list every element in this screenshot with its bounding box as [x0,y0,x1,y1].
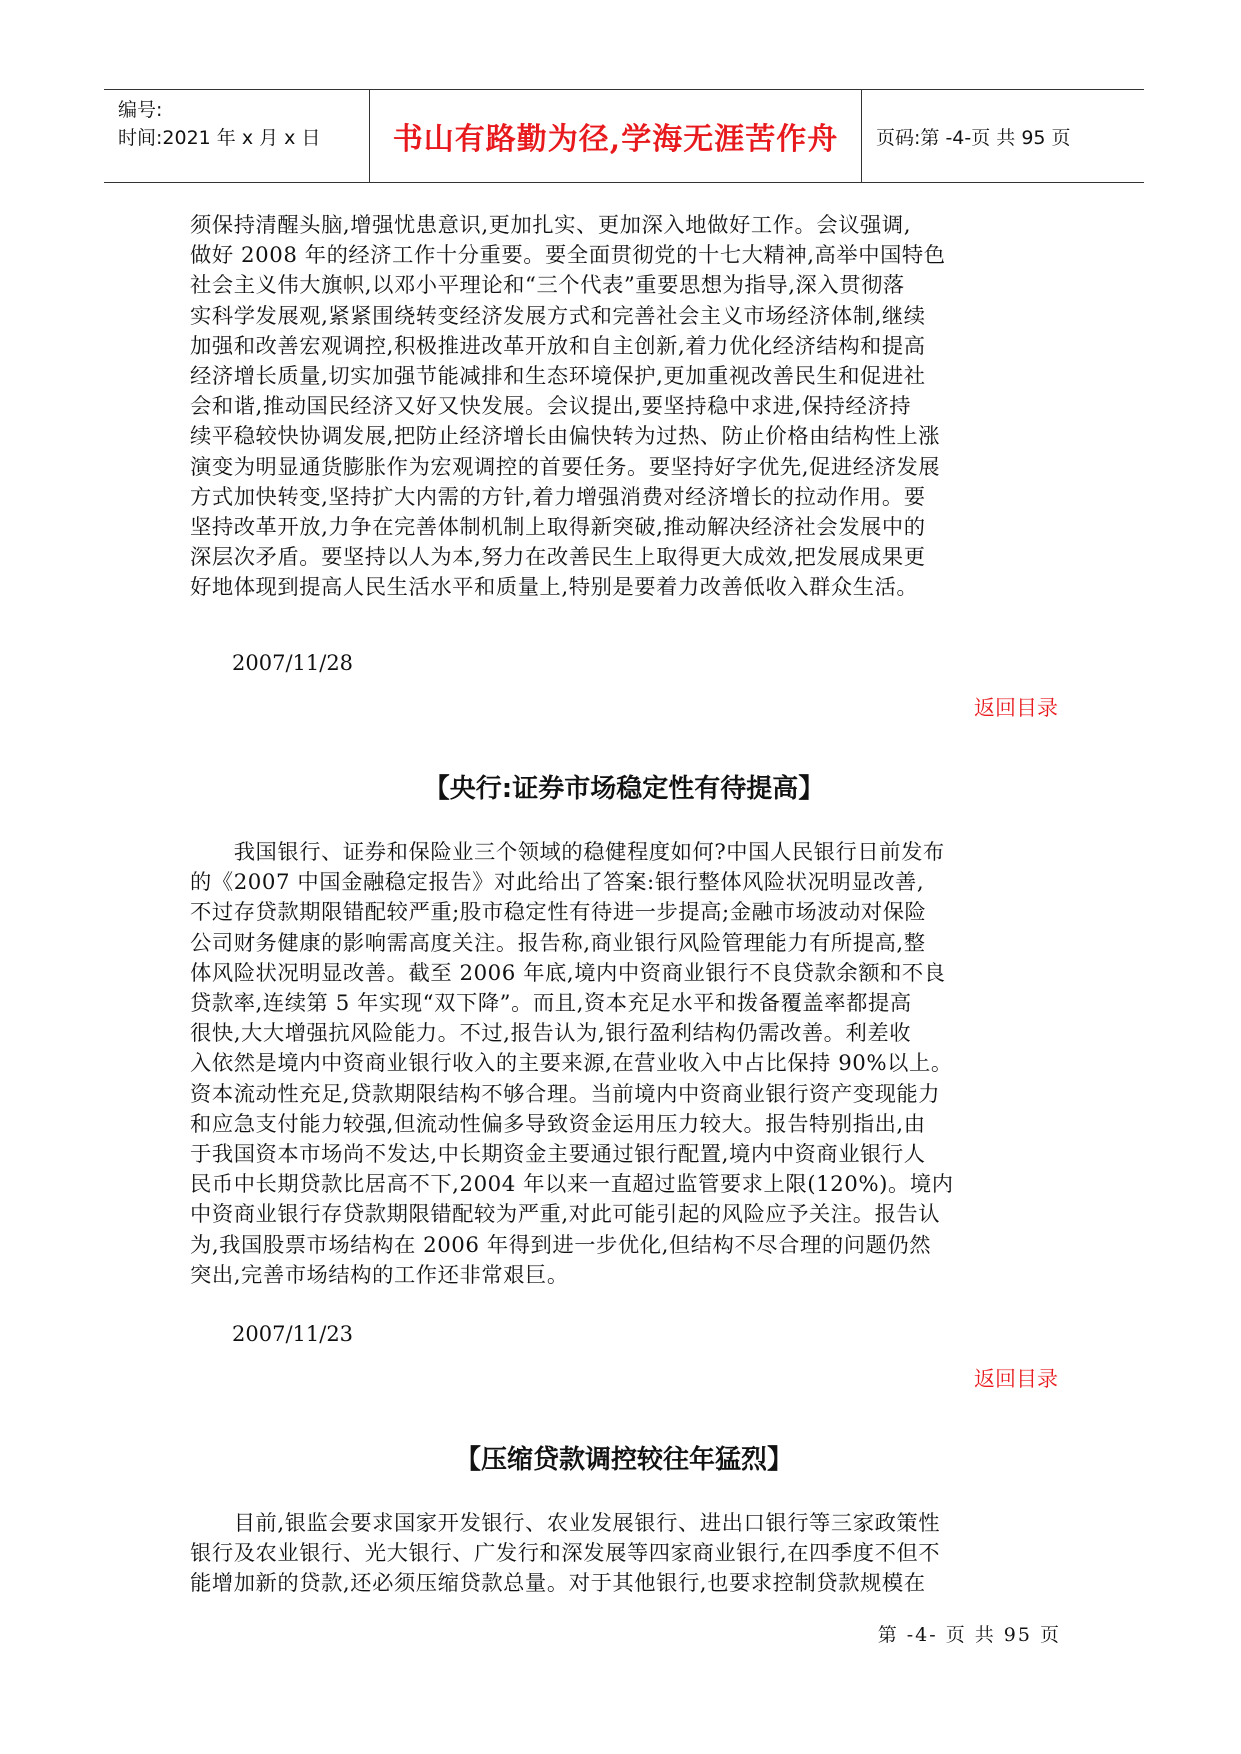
section1-back-to-index-link[interactable]: 返回目录 [974,696,1058,720]
section2-date: 2007/11/23 [232,1322,354,1346]
document-number-label: 编号: [118,99,163,121]
paragraph-line: 不过存贷款期限错配较严重;股市稳定性有待进一步提高;金融市场波动对保险 [190,900,927,926]
paragraph-line: 社会主义伟大旗帜,以邓小平理论和“三个代表”重要思想为指导,深入贯彻落 [190,273,905,299]
paragraph-line: 坚持改革开放,力争在完善体制机制上取得新突破,推动解决经济社会发展中的 [190,515,926,541]
paragraph-line: 和应急支付能力较强,但流动性偏多导致资金运用压力较大。报告特别指出,由 [190,1111,926,1137]
paragraph-line: 深层次矛盾。要坚持以人为本,努力在改善民生上取得更大成效,把发展成果更 [190,545,926,571]
paragraph-line: 中资商业银行存贷款期限错配较为严重,对此可能引起的风险应予关注。报告认 [190,1202,941,1228]
paragraph-line: 贷款率,连续第 5 年实现“双下降”。而且,资本充足水平和拨备覆盖率都提高 [190,991,912,1017]
paragraph-line: 续平稳较快协调发展,把防止经济增长由偏快转为过热、防止价格由结构性上涨 [190,424,941,450]
paragraph-line: 经济增长质量,切实加强节能减排和生态环境保护,更加重视改善民生和促进社 [190,364,926,390]
paragraph-line: 目前,银监会要求国家开发银行、农业发展银行、进出口银行等三家政策性 [190,1511,941,1536]
header-motto: 书山有路勤为径,学海无涯苦作舟 [370,90,862,182]
paragraph-line: 好地体现到提高人民生活水平和质量上,特别是要着力改善低收入群众生活。 [190,575,919,601]
paragraph-line: 银行及农业银行、光大银行、广发行和深发展等四家商业银行,在四季度不但不 [190,1541,941,1567]
paragraph-line: 很快,大大增强抗风险能力。不过,报告认为,银行盈利结构仍需改善。利差收 [190,1021,912,1047]
paragraph-line: 实科学发展观,紧紧围绕转变经济发展方式和完善社会主义市场经济体制,继续 [190,303,926,329]
section3-title: 【压缩贷款调控较往年猛烈】 [454,1445,793,1475]
page-footer-number: 第 -4- 页 共 95 页 [877,1624,1061,1646]
paragraph-line: 演变为明显通货膨胀作为宏观调控的首要任务。要坚持好字优先,促进经济发展 [190,454,941,480]
section2-body [190,838,1060,1291]
paragraph-line: 突出,完善市场结构的工作还非常艰巨。 [190,1262,569,1288]
document-time-label: 时间:2021 年 x 月 x 日 [118,127,321,149]
section2-back-to-index-link[interactable]: 返回目录 [974,1367,1058,1391]
paragraph-line: 资本流动性充足,贷款期限结构不够合理。当前境内中资商业银行资产变现能力 [190,1081,941,1107]
paragraph-line: 体风险状况明显改善。截至 2006 年底,境内中资商业银行不良贷款余额和不良 [190,960,946,986]
paragraph-line: 须保持清醒头脑,增强忧患意识,更加扎实、更加深入地做好工作。会议强调, [190,213,912,238]
paragraph-line: 的《2007 中国金融稳定报告》对此给出了答案:银行整体风险状况明显改善, [190,870,925,896]
header-page-number: 页码:第 -4-页 共 95 页 [876,126,1071,149]
section1-date: 2007/11/28 [232,651,354,675]
paragraph-line: 方式加快转变,坚持扩大内需的方针,着力增强消费对经济增长的拉动作用。要 [190,484,926,510]
section2-title: 【央行:证券市场稳定性有待提高】 [423,774,825,804]
paragraph-line: 公司财务健康的影响需高度关注。报告称,商业银行风险管理能力有所提高,整 [190,930,926,956]
paragraph-line: 于我国资本市场尚不发达,中长期资金主要通过银行配置,境内中资商业银行人 [190,1142,926,1168]
header-meta [104,90,370,182]
paragraph-line: 会和谐,推动国民经济又好又快发展。会议提出,要坚持稳中求进,保持经济持 [190,394,912,420]
section1-body [190,211,1060,604]
section3-body [190,1509,1060,1600]
paragraph-line: 能增加新的贷款,还必须压缩贷款总量。对于其他银行,也要求控制贷款规模在 [190,1571,926,1597]
paragraph-line: 民币中长期贷款比居高不下,2004 年以来一直超过监管要求上限(120%)。境内 [190,1172,954,1198]
paragraph-line: 加强和改善宏观调控,积极推进改革开放和自主创新,着力优化经济结构和提高 [190,333,926,359]
paragraph-line: 为,我国股票市场结构在 2006 年得到进一步优化,但结构不尽合理的问题仍然 [190,1232,932,1258]
paragraph-line: 我国银行、证券和保险业三个领域的稳健程度如何?中国人民银行日前发布 [190,840,945,865]
paragraph-line: 入依然是境内中资商业银行收入的主要来源,在营业收入中占比保持 90%以上。 [190,1051,953,1077]
page-header [104,89,1144,183]
paragraph-line: 做好 2008 年的经济工作十分重要。要全面贯彻党的十七大精神,高举中国特色 [190,243,946,269]
